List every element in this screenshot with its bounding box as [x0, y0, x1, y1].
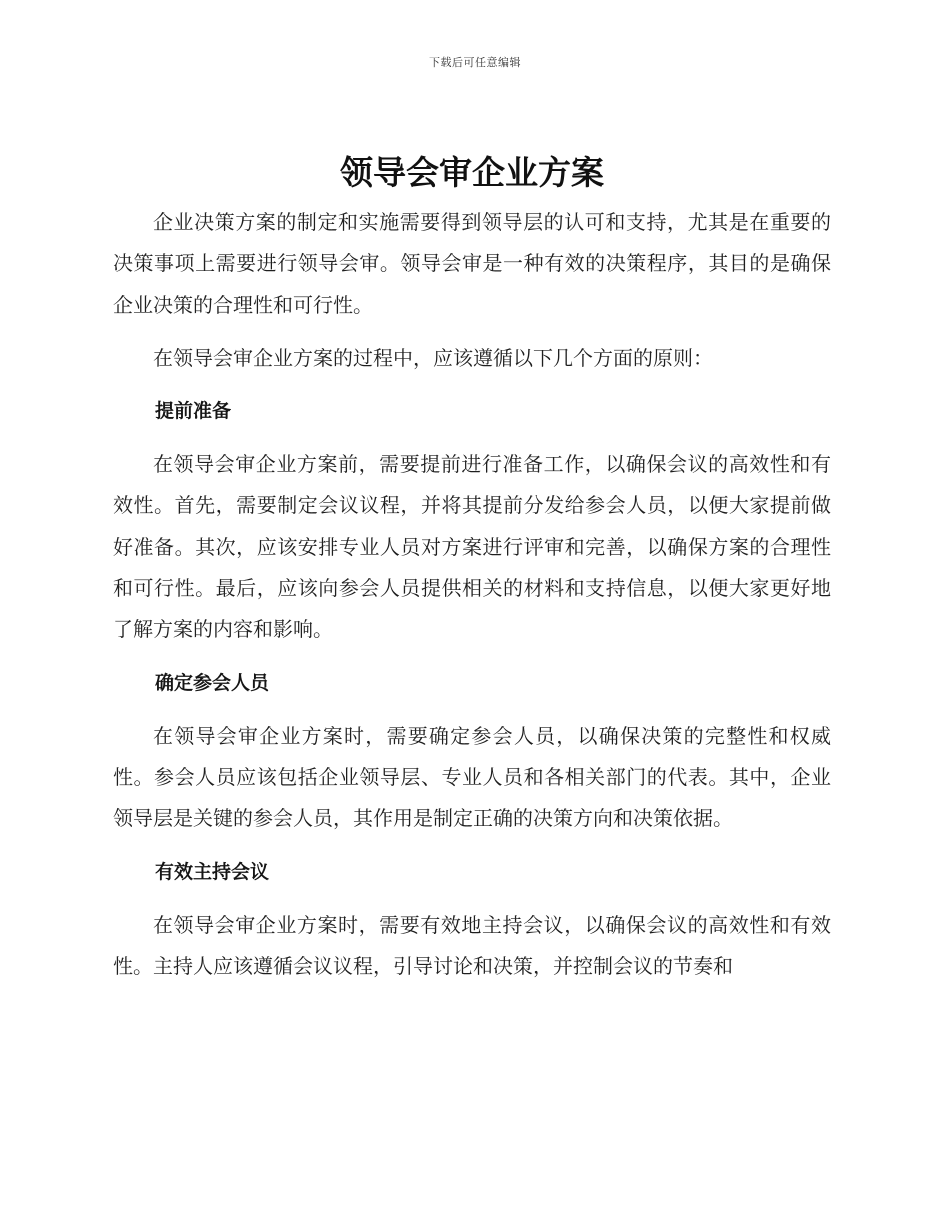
section-heading-meeting-hosting: 有效主持会议: [155, 860, 270, 883]
section-heading-participants: 确定参会人员: [155, 671, 270, 694]
intro-paragraph: 企业决策方案的制定和实施需要得到领导层的认可和支持，尤其是在重要的决策事项上需要进行领导会审。领导会审是一种有效的决策程序，其目的是确保企业决策的合理性和可行性。: [113, 210, 831, 317]
section-body-meeting-hosting: 在领导会审企业方案时，需要有效地主持会议，以确保会议的高效性和有效性。主持人应该遵循会议议程，引导讨论和决策，并控制会议的节奏和: [113, 912, 831, 978]
document-body: [113, 148, 831, 987]
section-heading-preparation: 提前准备: [155, 400, 232, 423]
section-body-participants: 在领导会审企业方案时，需要确定参会人员，以确保决策的完整性和权威性。参会人员应该包括企业领导层、专业人员和各相关部门的代表。其中，企业领导层是关键的参会人员，其作用是制定正确的决策方向和决策依据。: [113, 723, 831, 831]
document-title: 领导会审企业方案: [340, 153, 604, 192]
principles-intro-paragraph: 在领导会审企业方案的过程中，应该遵循以下几个方面的原则：: [153, 345, 713, 370]
header-note: 下载后可任意编辑: [429, 56, 521, 69]
section-body-preparation: 在领导会审企业方案前，需要提前进行准备工作，以确保会议的高效性和有效性。首先，需要制定会议议程，并将其提前分发给参会人员，以便大家提前做好准备。其次，应该安排专业人员对方案进行评审和完善，以确保方案的合理性和可行性。最后，应该向参会人员提供相关的材料和支持信息，以便大家更好地了解方案的内容和影响。: [113, 452, 831, 642]
